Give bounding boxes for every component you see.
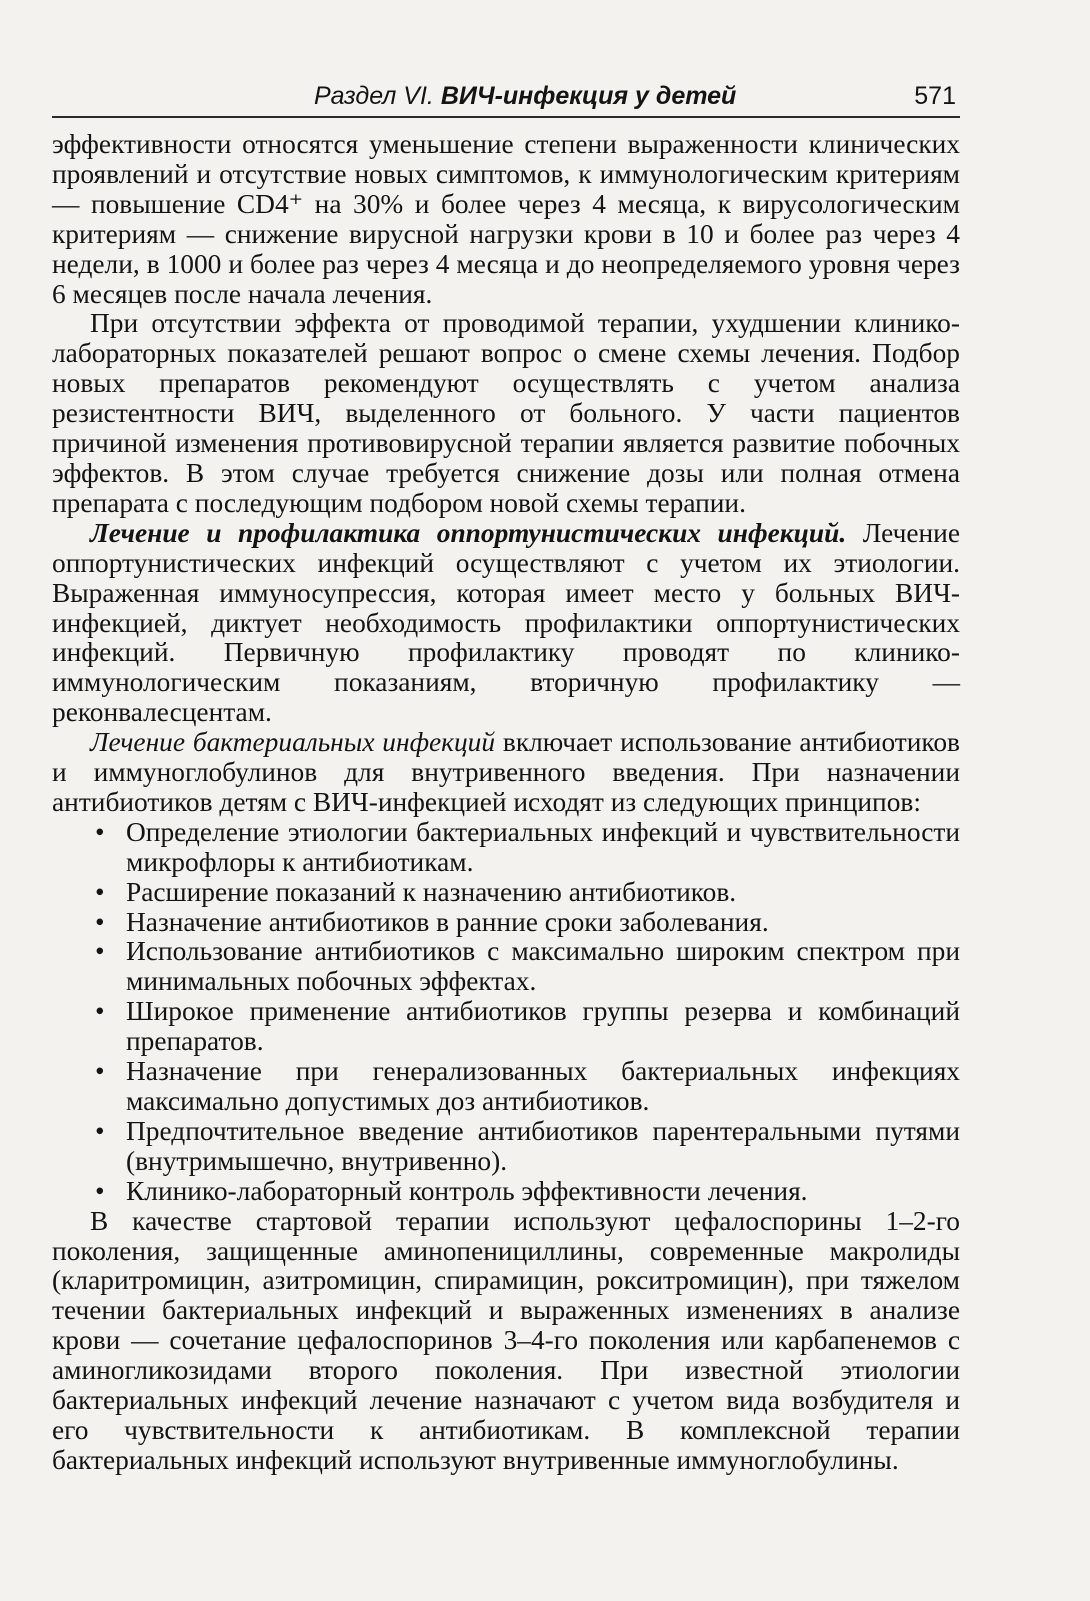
list-item-text: Клинико-лабораторный контроль эффективности лечения. [126, 1175, 808, 1206]
paragraph-3 [52, 519, 960, 728]
body-text [52, 130, 960, 1476]
section-label: Раздел VI. [314, 82, 434, 110]
bullet-icon: • [95, 1175, 105, 1206]
list-item-text: Определение этиологии бактериальных инфекций и чувствительности микрофлоры к антибиотикам. [126, 816, 960, 877]
running-header [52, 80, 960, 118]
running-title [314, 82, 736, 111]
paragraph-5: В качестве стартовой терапии используют цефалоспорины 1–2-го поколения, защищенные аминопенициллины, современные макролиды (кларитромицин, азитромицин, спирамицин, рокситромицин), при тяжелом течении бактериальных инфекций и выраженных изменениях в анализе крови — сочетание цефалоспоринов 3–4-го поколения или карбапенемов с аминогликозидами второго поколения. При известной этиологии бактериальных инфекций лечение назначают с учетом вида возбудителя и его чувствительности к антибиотикам. В комплексной терапии бактериальных инфекций используют внутривенные иммуноглобулины. [52, 1205, 960, 1475]
bullet-icon: • [95, 936, 105, 967]
list-item-text: Назначение при генерализованных бактериальных инфекциях максимально допустимых доз антибиотиков. [126, 1056, 960, 1116]
list-item [95, 906, 960, 938]
list-item [95, 936, 960, 997]
list-item [95, 1056, 960, 1117]
list-item [95, 1115, 960, 1177]
chapter-title: ВИЧ-инфекция у детей [440, 82, 737, 110]
paragraph-1: эффективности относятся уменьшение степени выраженности клинических проявлений и отсутствие новых симптомов, к иммунологическим критериям — повышение CD4⁺ на 30% и более через 4 месяца, к вирусологическим критериям — снижение вирусной нагрузки крови в 10 и более раз через 4 недели, в 1000 и более раз через 4 месяца и до неопределяемого уровня через 6 месяцев после начала лечения. [52, 129, 960, 309]
paragraph-3-heading: Лечение и профилактика оппортунистических инфекций. [90, 517, 847, 548]
bullet-icon: • [95, 1115, 105, 1146]
paragraph-2: При отсутствии эффекта от проводимой терапии, ухудшении клинико-лабораторных показателей решают вопрос о смене схемы лечения. Подбор новых препаратов рекомендуют осуществлять с учетом анализа резистентности ВИЧ, выделенного от больного. У части пациентов причиной изменения противовирусной терапии является развитие побочных эффектов. В этом случае требуется снижение дозы или полная отмена препарата с последующим подбором новой схемы терапии. [52, 308, 960, 518]
bullet-icon: • [95, 996, 105, 1027]
list-item [95, 816, 960, 878]
list-item-text: Предпочтительное введение антибиотиков парентеральными путями (внутримышечно, внутривенно). [126, 1115, 960, 1176]
bullet-icon: • [95, 816, 105, 847]
list-item-text: Расширение показаний к назначению антибиотиков. [126, 876, 737, 907]
paragraph-4 [52, 728, 960, 818]
paragraph-4-text: включает использование антибиотиков и иммуноглобулинов для внутривенного введения. При назначении антибиотиков детям с ВИЧ-инфекцией исходят из следующих принципов: [52, 727, 960, 817]
list-item-text: Широкое применение антибиотиков группы резерва и комбинаций препаратов. [126, 996, 960, 1057]
paragraph-3-text: Лечение оппортунистических инфекций осуществляют с учетом их этиологии. Выраженная иммуносупрессия, которая имеет место у больных ВИЧ-инфекцией, диктует необходимость профилактики оппортунистических инфекций. Первичную профилактику проводят по клинико-иммунологическим показаниям, вторичную профилактику — реконвалесцентам. [52, 517, 961, 728]
list-item [95, 996, 960, 1057]
principles-list [52, 818, 960, 1207]
list-item [95, 876, 960, 908]
list-item-text: Использование антибиотиков с максимально широким спектром при минимальных побочных эффектах. [126, 936, 960, 997]
bullet-icon: • [95, 1056, 105, 1087]
list-item-text: Назначение антибиотиков в ранние сроки заболевания. [126, 906, 769, 937]
paragraph-4-heading: Лечение бактериальных инфекций [90, 727, 496, 758]
page-number: 571 [914, 82, 956, 110]
list-item [95, 1175, 960, 1207]
bullet-icon: • [95, 876, 105, 907]
bullet-icon: • [95, 906, 105, 937]
